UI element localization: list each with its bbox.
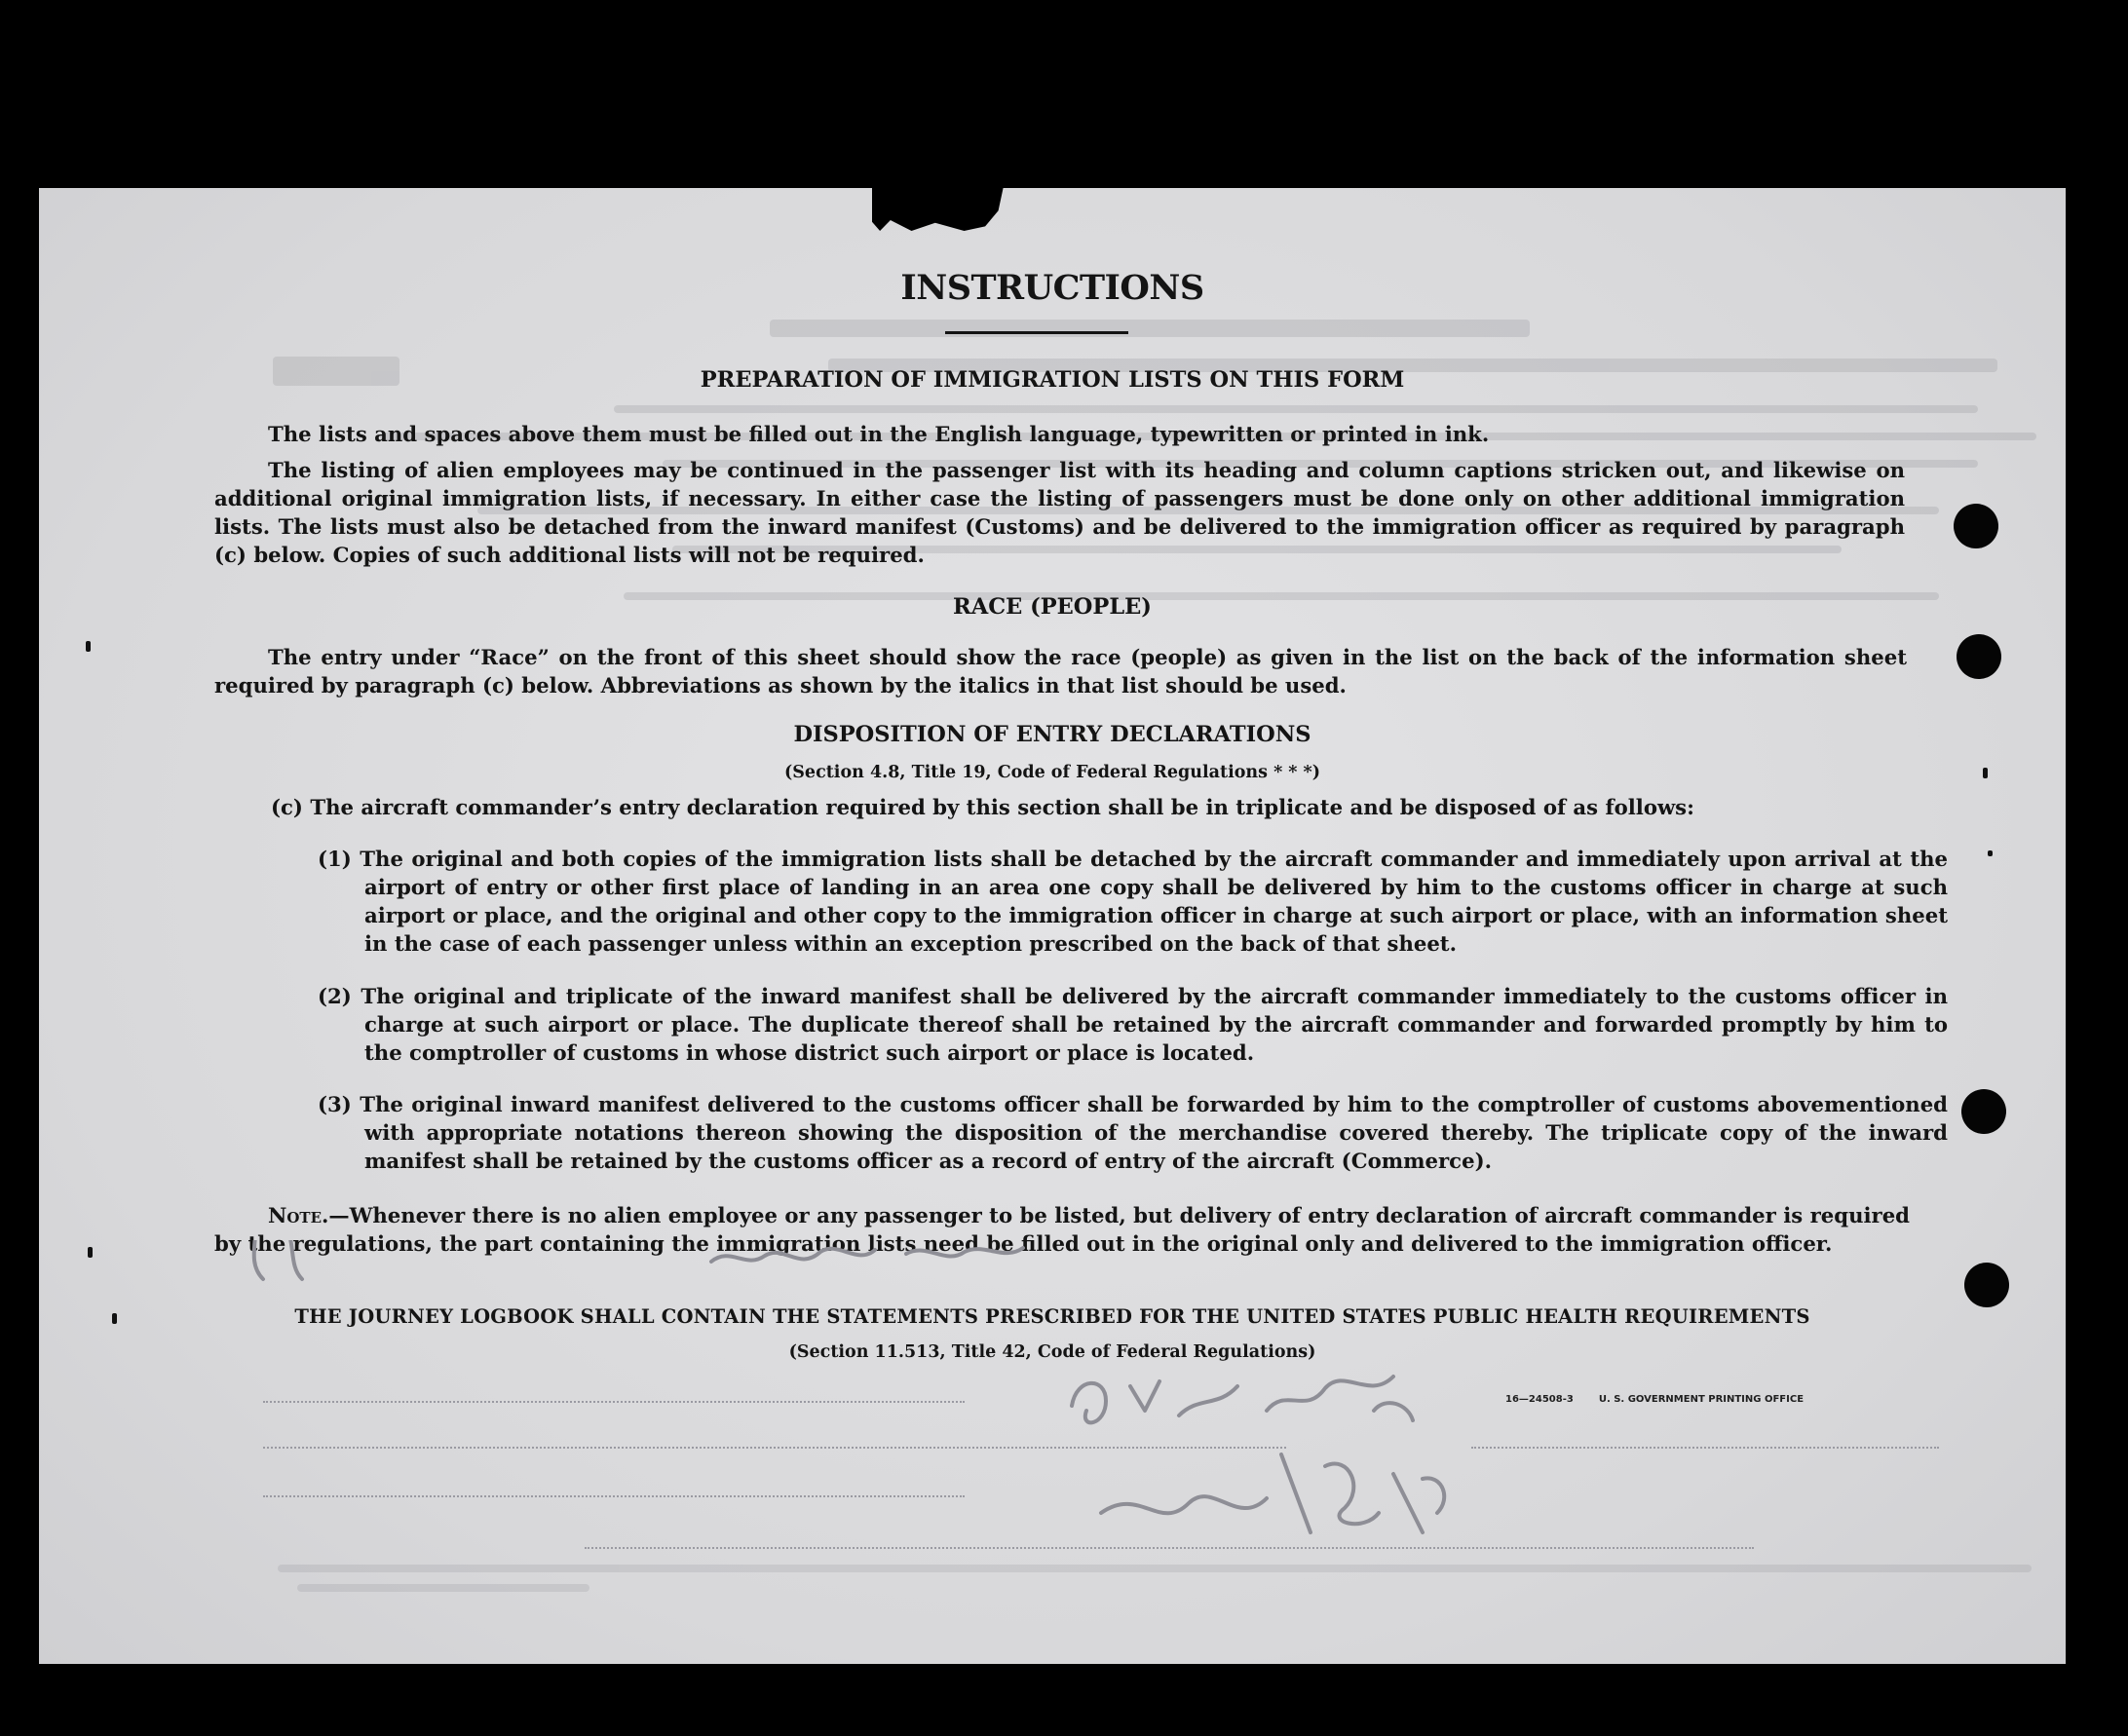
disposition-heading: DISPOSITION OF ENTRY DECLARATIONS [793,722,1311,747]
health-statement: THE JOURNEY LOGBOOK SHALL CONTAIN THE STATEMENTS PRESCRIBED FOR THE UNITED STATES PUBLIC HEALTH REQUIREMENTS [294,1305,1810,1328]
disposition-citation: (Section 4.8, Title 19, Code of Federal Regulations * * *) [784,763,1320,782]
health-citation: (Section 11.513, Title 42, Code of Federal Regulations) [788,1342,1316,1362]
disposition-item-1: (1) The original and both copies of the immigration lists shall be detached by the aircraft commander and immediately upon arrival at the airport of entry or other first place of landing in an area one copy shall be delivered by him to the customs officer in charge at such airport or place, and the original and other copy to the immigration officer in charge at such airport or place, with an information sheet in the case of each passenger unless within an exception prescribed on the back of that sheet. [318,847,1948,956]
note-text: —Whenever there is no alien employee or any passenger to be listed, but delivery of entry declaration of aircraft commander is required by the regulations, the part containing the immigration lists need be filled out in the original only and delivered to the immigration officer. [214,1203,1910,1256]
disposition-item-3: (3) The original inward manifest delivered to the customs officer shall be forwarded by him to the comptroller of customs abovementioned with appropriate notations thereon showing the disposition of the merchandise covered thereby. The triplicate copy of the inward manifest shall be retained by the customs officer as a record of entry of the aircraft (Commerce). [318,1092,1948,1173]
bleed-through-footer [248,1559,2051,1598]
race-paragraph: The entry under “Race” on the front of this sheet should show the race (people) as given in the list on the back of the information sheet required by paragraph (c) below. Abbreviations as shown by the italics in that list should be used. [214,645,1907,698]
title-rule [945,331,1128,334]
disposition-item-2: (2) The original and triplicate of the inward manifest shall be delivered by the aircraft commander immediately to the customs officer in charge at such airport or place. The duplicate thereof shall be retained by the aircraft commander and forwarded promptly by him to the comptroller of customs in whose district such airport or place is located. [318,984,1948,1065]
preparation-paragraph-1: The lists and spaces above them must be filled out in the English language, typewritten or printed in ink. [268,422,1490,446]
printer-imprint [1505,1394,1804,1405]
race-heading: RACE (PEOPLE) [953,594,1152,620]
disposition-lead: (c) The aircraft commander’s entry declaration required by this section shall be in triplicate and be disposed of as follows: [271,795,1694,819]
printing-office: U. S. GOVERNMENT PRINTING OFFICE [1598,1394,1805,1405]
dotted-rule [263,1447,1286,1449]
document-content [39,188,2066,1664]
dotted-rule [1471,1447,1939,1449]
note-label: Note. [268,1203,329,1227]
document-title: INSTRUCTIONS [900,268,1204,308]
preparation-paragraph-2: The listing of alien employees may be continued in the passenger list with its heading and column captions stricken out, and likewise on additional original immigration lists, if necessary. In either case the listing of passengers must be done only on other additional immigration lists. The lists must also be detached from the inward manifest (Customs) and be delivered to the immigration officer as required by paragraph (c) below. Copies of such additional lists will not be required. [214,458,1905,567]
preparation-heading: PREPARATION OF IMMIGRATION LISTS ON THIS FORM [700,367,1405,393]
note-paragraph [214,1201,1910,1258]
document-sheet [39,188,2066,1664]
dotted-rule [263,1401,965,1403]
dotted-rule [585,1547,1754,1549]
dotted-rule [263,1495,965,1497]
form-number: 16—24508-3 [1505,1394,1574,1405]
